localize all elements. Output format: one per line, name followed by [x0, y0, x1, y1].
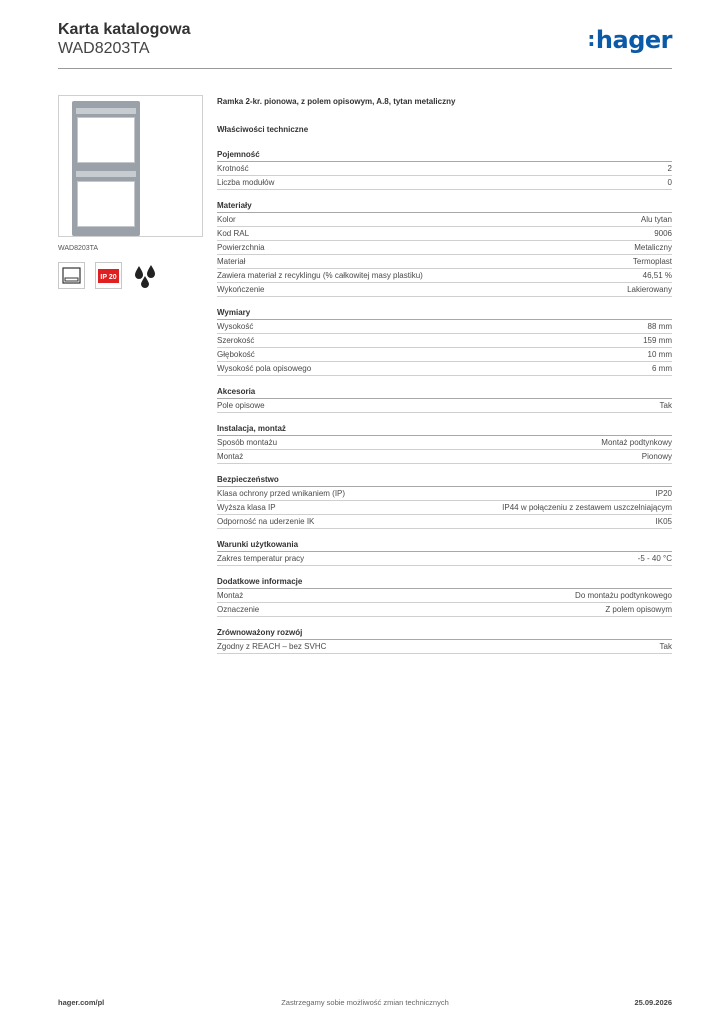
property-row [217, 603, 672, 617]
property-row [217, 162, 672, 176]
property-section [217, 307, 672, 376]
product-code-heading: WAD8203TA [58, 40, 150, 57]
page-header [58, 20, 672, 70]
property-label: Liczba modułów [217, 178, 275, 187]
label-field-icon [58, 262, 85, 289]
hager-logo: :hager [587, 26, 672, 54]
property-value: 9006 [654, 229, 672, 238]
property-value: 88 mm [647, 322, 672, 331]
property-label: Wykończenie [217, 285, 265, 294]
section-title: Pojemność [217, 149, 672, 162]
property-value: -5 - 40 °C [637, 554, 672, 563]
property-row [217, 255, 672, 269]
property-section [217, 627, 672, 654]
property-row [217, 320, 672, 334]
property-value: 46,51 % [642, 271, 672, 280]
footer-disclaimer: Zastrzegamy sobie możliwość zmian technicznych [281, 998, 449, 1007]
property-label: Materiał [217, 257, 246, 266]
section-title: Bezpieczeństwo [217, 474, 672, 487]
property-value: Z polem opisowym [605, 605, 672, 614]
property-section [217, 576, 672, 617]
property-value: 159 mm [643, 336, 672, 345]
property-label: Klasa ochrony przed wnikaniem (IP) [217, 489, 346, 498]
label-strip-top [76, 108, 136, 114]
property-value: Lakierowany [627, 285, 672, 294]
property-label: Sposób montażu [217, 438, 278, 447]
property-row [217, 501, 672, 515]
property-value: Do montażu podtynkowego [575, 591, 672, 600]
property-section [217, 474, 672, 529]
product-image [58, 95, 203, 237]
property-label: Zawiera materiał z recyklingu (% całkowitej masy plastiku) [217, 271, 423, 280]
property-section [217, 539, 672, 566]
feature-icons [58, 262, 203, 289]
property-row [217, 399, 672, 413]
footer-website: hager.com/pl [58, 998, 105, 1007]
property-label: Powierzchnia [217, 243, 265, 252]
page-footer [58, 998, 672, 1010]
property-row [217, 552, 672, 566]
section-title: Materiały [217, 200, 672, 213]
section-title: Warunki użytkowania [217, 539, 672, 552]
document-title: Karta katalogowa [58, 21, 191, 38]
frame-opening-top [77, 117, 135, 163]
property-label: Wysokość [217, 322, 254, 331]
property-label: Krotność [217, 164, 249, 173]
property-row [217, 348, 672, 362]
section-title: Wymiary [217, 307, 672, 320]
property-label: Montaż [217, 591, 244, 600]
property-label: Oznaczenie [217, 605, 260, 614]
property-label: Szerokość [217, 336, 255, 345]
property-section [217, 423, 672, 464]
property-label: Zakres temperatur pracy [217, 554, 305, 563]
product-description: Ramka 2-kr. pionowa, z polem opisowym, A.8, tytan metaliczny [217, 97, 456, 106]
property-row [217, 450, 672, 464]
section-title: Akcesoria [217, 386, 672, 399]
frame-opening-bottom [77, 181, 135, 227]
property-row [217, 241, 672, 255]
section-title: Instalacja, montaż [217, 423, 672, 436]
property-label: Wysokość pola opisowego [217, 364, 312, 373]
property-row [217, 362, 672, 376]
property-row [217, 227, 672, 241]
property-label: Głębokość [217, 350, 255, 359]
property-row [217, 269, 672, 283]
image-caption: WAD8203TA [58, 245, 99, 252]
property-label: Montaż [217, 452, 244, 461]
label-strip-bottom [76, 171, 136, 177]
property-section [217, 386, 672, 413]
property-label: Zgodny z REACH – bez SVHC [217, 642, 327, 651]
property-row [217, 334, 672, 348]
property-value: 0 [667, 178, 672, 187]
property-value: IK05 [655, 517, 672, 526]
property-row [217, 640, 672, 654]
property-value: 2 [667, 164, 672, 173]
section-title: Dodatkowe informacje [217, 576, 672, 589]
product-image-column [58, 95, 203, 289]
property-value: 10 mm [647, 350, 672, 359]
property-label: Kod RAL [217, 229, 250, 238]
property-row [217, 515, 672, 529]
property-value: IP44 w połączeniu z zestawem uszczelniającym [502, 503, 672, 512]
property-value: Tak [659, 642, 672, 651]
header-divider [58, 68, 672, 69]
property-value: Pionowy [641, 452, 672, 461]
property-value: Alu tytan [640, 215, 672, 224]
property-label: Odporność na uderzenie IK [217, 517, 315, 526]
section-title: Zrównoważony rozwój [217, 627, 672, 640]
property-value: Termoplast [632, 257, 672, 266]
property-label: Pole opisowe [217, 401, 265, 410]
ip20-icon [95, 262, 122, 289]
frame-illustration [72, 101, 140, 236]
properties-sections [217, 149, 672, 654]
property-row [217, 283, 672, 297]
property-value: Montaż podtynkowy [601, 438, 672, 447]
technical-properties-title: Właściwości techniczne [217, 125, 309, 134]
drops-icon [132, 262, 159, 289]
property-value: Metaliczny [634, 243, 672, 252]
property-label: Kolor [217, 215, 236, 224]
property-value: 6 mm [652, 364, 672, 373]
ip-badge-text: IP 20 [100, 273, 117, 281]
logo-text: hager [595, 26, 672, 54]
property-row [217, 487, 672, 501]
technical-data-column [217, 97, 672, 664]
property-row [217, 176, 672, 190]
property-value: IP20 [655, 489, 672, 498]
footer-date: 25.09.2026 [634, 998, 672, 1007]
property-label: Wyższa klasa IP [217, 503, 276, 512]
property-row [217, 436, 672, 450]
property-row [217, 589, 672, 603]
property-section [217, 149, 672, 190]
property-section [217, 200, 672, 297]
property-row [217, 213, 672, 227]
property-value: Tak [659, 401, 672, 410]
